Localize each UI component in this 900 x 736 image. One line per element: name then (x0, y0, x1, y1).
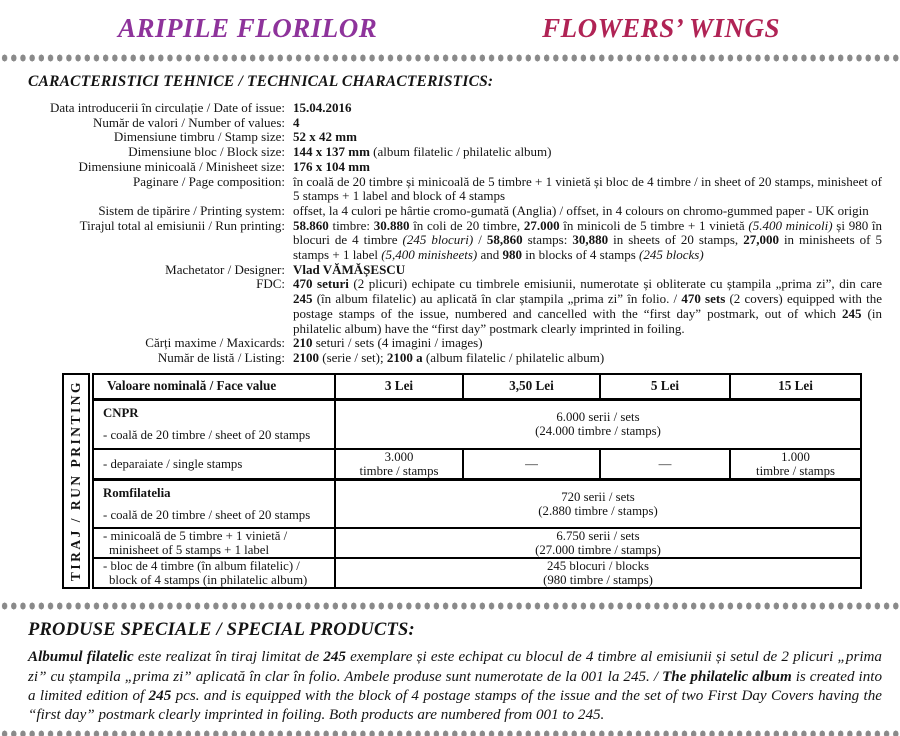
dotted-separator-middle (0, 602, 900, 610)
cnpr-section-name: CNPR (103, 406, 139, 421)
special-products-section (0, 620, 900, 726)
single-stamps-15lei: 1.000 timbre / stamps (730, 449, 861, 480)
minisheet-value: 6.750 serii / sets (27.000 timbre / stamps) (335, 528, 861, 558)
spec-value-printing-system: offset, la 4 culori pe hârtie cromo-gumată (Anglia) / offset, in 4 colours on chromo-gummed paper - UK origin (293, 202, 869, 218)
spec-label-page-composition: Paginare / Page composition: (132, 173, 285, 189)
spec-list (28, 101, 882, 366)
cnpr-sheet-row (93, 400, 861, 449)
spec-label-block-size: Dimensiune bloc / Block size: (128, 144, 285, 160)
special-products-heading: PRODUSE SPECIALE / SPECIAL PRODUCTS: (28, 620, 415, 641)
romfilatelia-sheet-value: 720 serii / sets (2.880 timbre / stamps) (335, 479, 861, 528)
block-label-line2: block of 4 stamps (in philatelic album) (109, 573, 308, 588)
spec-value-listing: 2100 (serie / set); 2100 a (album filatelic / philatelic album) (293, 349, 605, 365)
spec-label-run-printing: Tirajul total al emisiunii / Run printing: (79, 217, 285, 233)
romfilatelia-sheet-row (93, 479, 861, 528)
block-value: 245 blocuri / blocks (980 timbre / stamps) (335, 558, 861, 588)
spec-label-designer: Machetator / Designer: (165, 261, 285, 277)
column-header-3lei: 3 Lei (335, 374, 463, 400)
spec-value-stamp-size: 52 x 42 mm (293, 129, 357, 145)
single-stamps-5lei: — (600, 449, 730, 480)
single-stamps-3-50lei: — (463, 449, 600, 480)
table-side-label: TIRAJ / RUN PRINTING (68, 380, 83, 582)
special-products-paragraph: Albumul filatelic este realizat în tiraj limitat de 245 exemplare și este echipat cu blocul de 4 timbre al emisiunii și setul de 2 plicuri „prima zi” cu ștampila „prima zi” aplicată în clar în folio. Ambele produse sunt numerotate de la 001 la 245. / The philatelic album is created into a limited edition of 245 pcs. and is equipped with the block of 4 postage stamps of the issue and the set of two First Day Covers having the “first day” postmark clearly imprinted in foiling. Both products are numbered from 001 to 245. (28, 649, 882, 724)
romfilatelia-sheet-label: - coală de 20 timbre / sheet of 20 stamps (103, 507, 311, 522)
spec-label-maxicards: Cărți maxime / Maxicards: (145, 335, 285, 351)
spec-value-date-of-issue: 15.04.2016 (293, 100, 352, 115)
spec-value-fdc: 470 seturi (2 plicuri) echipate cu timbrele emisiunii, numerotate și obliterate cu ștampila „prima zi”, din care 245 (în album filatelic) au aplicată în clar ștampila „prima zi” în folio. / 470 sets (2 covers) equipped with the postage stamps of the issue, numbered and cancelled with the “first day” postmark, out of which 245 (in philatelic album) have the “first day” postmark clearly imprinted in foiling. (293, 276, 883, 336)
spec-value-number-of-values: 4 (293, 114, 300, 130)
title-romanian: ARIPILE FLORILOR (118, 13, 378, 43)
dotted-separator-bottom (0, 730, 900, 736)
block-row (93, 558, 861, 588)
block-label-line1: - bloc de 4 timbre (în album filatelic) / (103, 559, 300, 574)
column-header-5lei: 5 Lei (600, 374, 730, 400)
face-value-header: Valoare nominală / Face value (93, 374, 335, 400)
spec-value-run-printing: 58.860 timbre: 30.880 în coli de 20 timbre, 27.000 în minicoli de 5 timbre + 1 vinietă (5.400 minicoli) și 980 în blocuri de 4 timbre (245 blocuri) / 58,860 stamps: 30,880 in sheets of 20 stamps, 27,000 in minisheets of 5 stamps + 1 label (5,400 minisheets) and 980 in blocks of 4 stamps (245 blocks) (293, 217, 883, 263)
spec-value-designer: Vlad VĂMĂȘESCU (293, 261, 406, 277)
cnpr-sheet-value: 6.000 serii / sets (24.000 timbre / stamps) (335, 400, 861, 449)
spec-label-fdc: FDC: (256, 276, 285, 292)
spec-label-number-of-values: Număr de valori / Number of values: (92, 114, 285, 130)
minisheet-row (93, 528, 861, 558)
title-english: FLOWERS’ WINGS (542, 13, 780, 43)
cnpr-sheet-label: - coală de 20 timbre / sheet of 20 stamps (103, 428, 311, 443)
single-stamps-3lei: 3.000 timbre / stamps (335, 449, 463, 480)
single-stamps-label: - deparaiate / single stamps (93, 449, 335, 480)
print-run-grid (92, 373, 862, 590)
table-side-label-cell (62, 373, 90, 590)
spec-value-block-size: 144 x 137 mm (album filatelic / philatelic album) (293, 144, 552, 160)
table-header-row (93, 374, 861, 400)
romfilatelia-section-name: Romfilatelia (103, 485, 171, 500)
spec-label-minisheet-size: Dimensiune minicoală / Minisheet size: (78, 158, 285, 174)
column-header-15lei: 15 Lei (730, 374, 861, 400)
print-run-table (62, 373, 862, 590)
spec-value-minisheet-size: 176 x 104 mm (293, 158, 370, 174)
minisheet-label-line1: - minicoală de 5 timbre + 1 vinietă / (103, 529, 288, 544)
spec-label-stamp-size: Dimensiune timbru / Stamp size: (113, 129, 285, 145)
dotted-separator-top (0, 54, 900, 62)
spec-value-page-composition: în coală de 20 timbre și minicoală de 5 timbre + 1 vinietă și bloc de 4 timbre / in sheet of 20 stamps, minisheet of 5 stamps + 1 label and block of 4 stamps (293, 173, 882, 204)
page-header (0, 0, 900, 46)
spec-label-date-of-issue: Data introducerii în circulație / Date of issue: (50, 100, 285, 115)
column-header-3-50lei: 3,50 Lei (463, 374, 600, 400)
technical-characteristics-heading: CARACTERISTICI TEHNICE / TECHNICAL CHARACTERISTICS: (28, 73, 494, 90)
cnpr-single-stamps-row (93, 449, 861, 480)
spec-value-maxicards: 210 seturi / sets (4 imagini / images) (293, 335, 483, 351)
minisheet-label-line2: minisheet of 5 stamps + 1 label (109, 543, 270, 558)
technical-section (0, 73, 900, 589)
spec-label-printing-system: Sistem de tipărire / Printing system: (98, 202, 285, 218)
spec-label-listing: Număr de listă / Listing: (157, 349, 285, 365)
